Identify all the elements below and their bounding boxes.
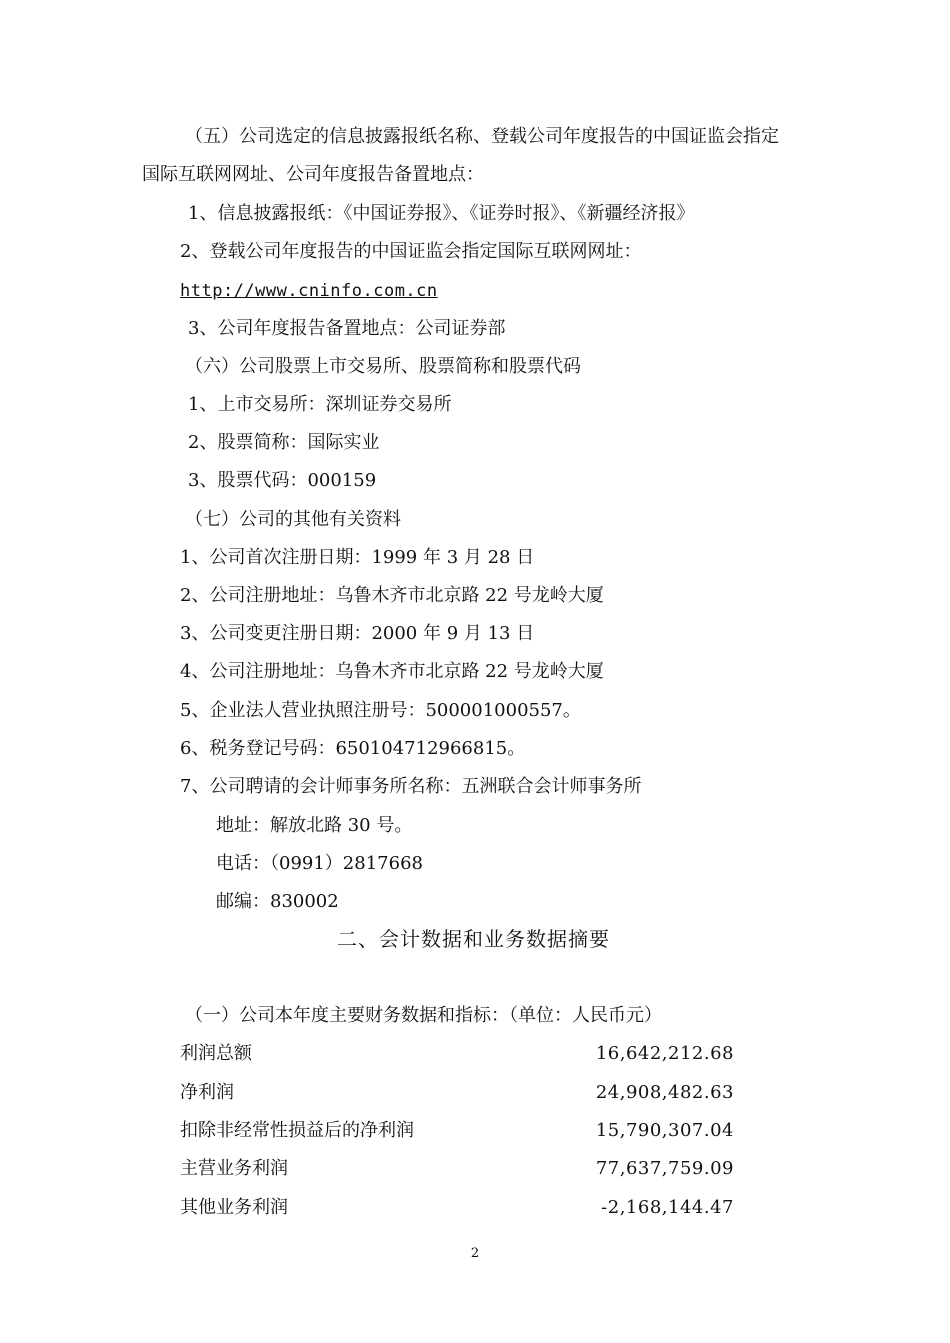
section7-item7: 7、公司聘请的会计师事务所名称：五洲联合会计师事务所 [180, 776, 642, 797]
accounting-firm-postcode: 邮编：830002 [216, 891, 339, 912]
row-label: 主营业务利润 [180, 1158, 288, 1179]
section6-item2: 2、股票简称：国际实业 [188, 432, 380, 453]
section5-item2: 2、登载公司年度报告的中国证监会指定国际互联网网址： [180, 241, 642, 262]
part2-heading: 二、会计数据和业务数据摘要 [337, 927, 610, 951]
financial-data-title: （一）公司本年度主要财务数据和指标：（单位：人民币元） [185, 1005, 662, 1026]
section5-item3: 3、公司年度报告备置地点：公司证券部 [188, 318, 506, 339]
section6-title: （六）公司股票上市交易所、股票简称和股票代码 [185, 356, 581, 377]
section7-item3: 3、公司变更注册日期：2000 年 9 月 13 日 [180, 623, 535, 644]
section7-item1: 1、公司首次注册日期：1999 年 3 月 28 日 [180, 547, 535, 568]
row-value: 15,790,307.04 [595, 1120, 734, 1141]
cninfo-link[interactable]: http://www.cninfo.com.cn [180, 281, 438, 301]
accounting-firm-phone: 电话：（0991）2817668 [216, 853, 423, 874]
row-label: 利润总额 [180, 1043, 252, 1064]
row-label: 其他业务利润 [180, 1197, 288, 1218]
row-value: 77,637,759.09 [595, 1158, 734, 1179]
section7-item5: 5、企业法人营业执照注册号：500001000557。 [180, 700, 581, 721]
section5-title-line1: （五）公司选定的信息披露报纸名称、登载公司年度报告的中国证监会指定 [185, 126, 779, 147]
row-value: -2,168,144.47 [601, 1197, 734, 1218]
section6-item3: 3、股票代码：000159 [188, 470, 377, 491]
row-label: 扣除非经常性损益后的净利润 [180, 1120, 414, 1141]
row-value: 24,908,482.63 [595, 1082, 734, 1103]
section5-title-line2: 国际互联网网址、公司年度报告备置地点： [142, 164, 484, 185]
row-label: 净利润 [180, 1082, 234, 1103]
section7-item6: 6、税务登记号码：650104712966815。 [180, 738, 526, 759]
section5-item1: 1、信息披露报纸：《中国证券报》、《证券时报》、《新疆经济报》 [188, 203, 695, 224]
accounting-firm-address: 地址：解放北路 30 号。 [216, 815, 413, 836]
section6-item1: 1、上市交易所：深圳证券交易所 [188, 394, 452, 415]
page-number: 2 [470, 1246, 480, 1261]
row-value: 16,642,212.68 [595, 1043, 734, 1064]
section7-item4: 4、公司注册地址：乌鲁木齐市北京路 22 号龙岭大厦 [180, 661, 604, 682]
section7-item2: 2、公司注册地址：乌鲁木齐市北京路 22 号龙岭大厦 [180, 585, 604, 606]
section7-title: （七）公司的其他有关资料 [185, 509, 401, 530]
